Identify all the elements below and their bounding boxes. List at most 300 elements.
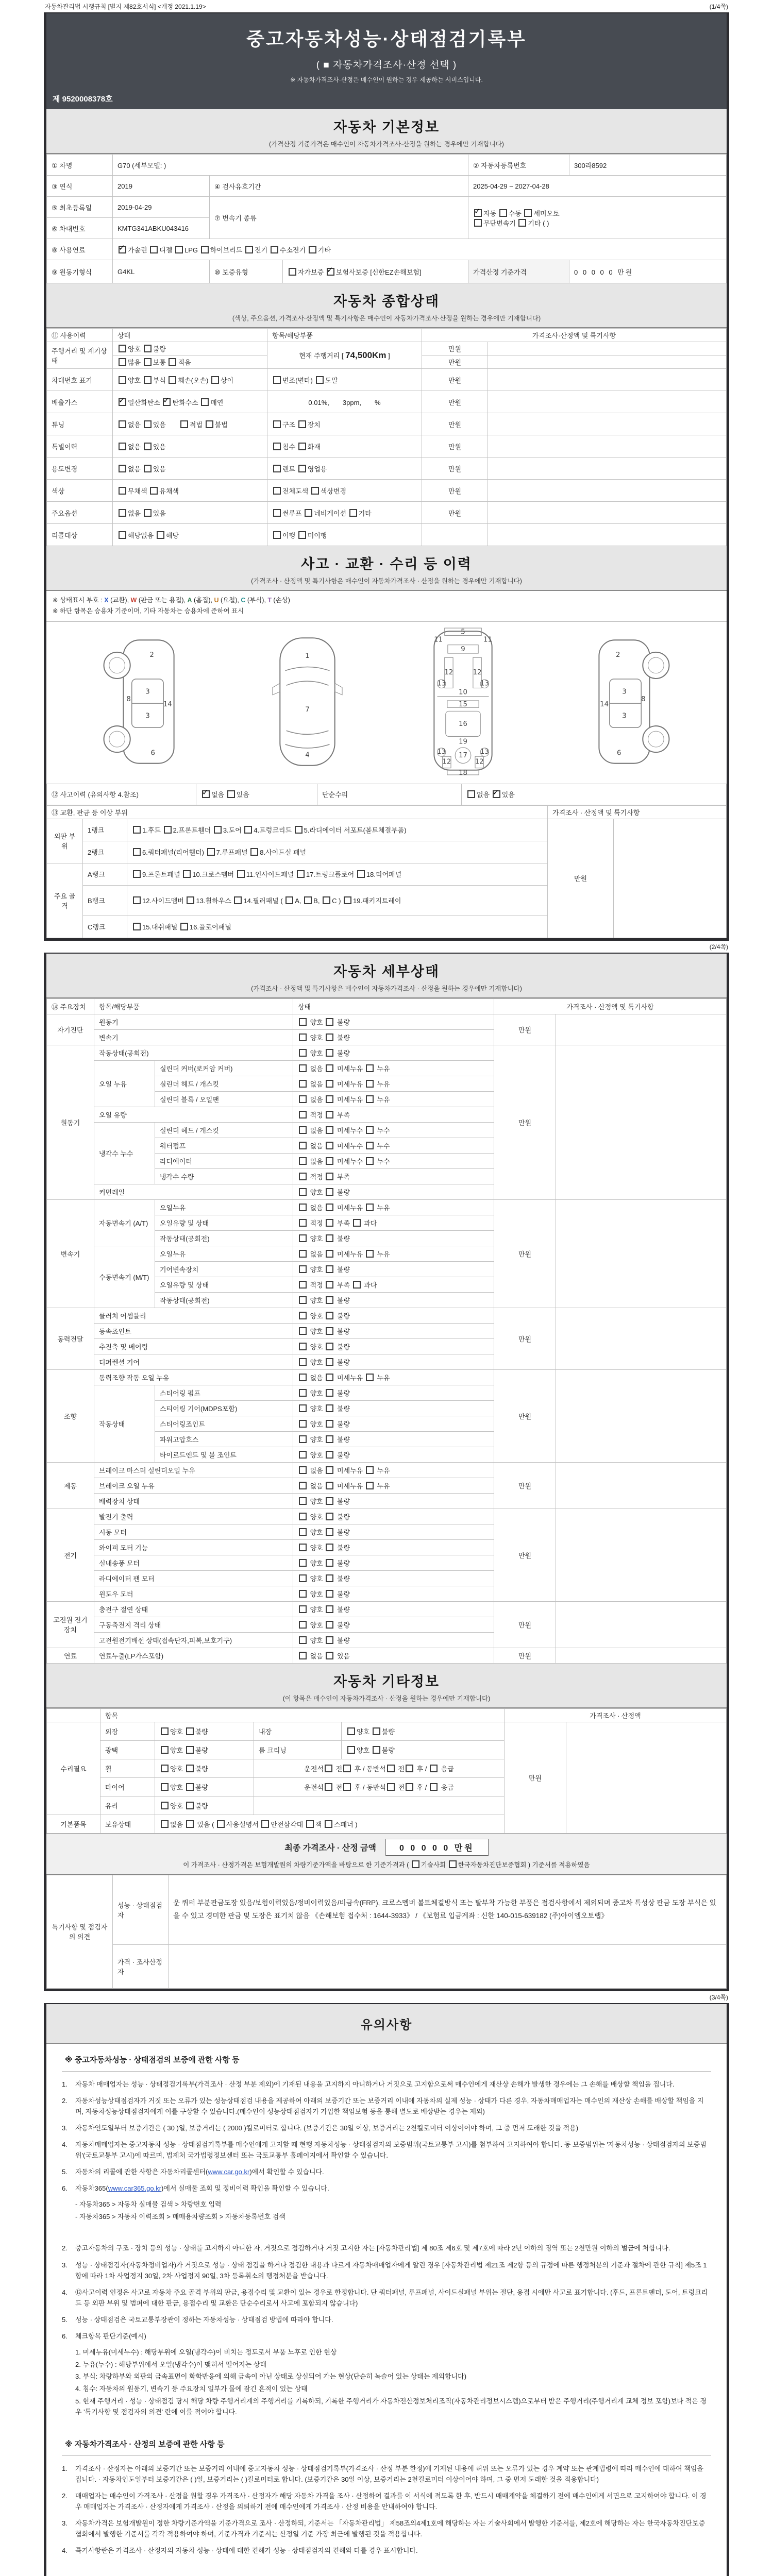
- table-row: 등속죠인트 양호 불량: [47, 1323, 727, 1338]
- checkbox[interactable]: [250, 848, 258, 856]
- checkbox[interactable]: [299, 1621, 307, 1629]
- checkbox[interactable]: [366, 1250, 374, 1258]
- checkbox[interactable]: [406, 1765, 413, 1772]
- checkbox[interactable]: [326, 1095, 333, 1103]
- table-row: 오일 유량 적정 부족: [47, 1107, 727, 1122]
- checkbox-checked[interactable]: [327, 268, 334, 276]
- checkbox-checked[interactable]: [119, 246, 126, 253]
- checkbox[interactable]: [326, 1574, 333, 1582]
- checkbox[interactable]: [299, 1049, 307, 1057]
- checkbox[interactable]: [412, 1860, 419, 1868]
- table-header-row: ⑪ 사용이력 상태 항목/해당부품 가격조사·산정액 및 특기사항: [47, 329, 727, 342]
- checkbox[interactable]: [474, 219, 482, 227]
- checkbox[interactable]: [326, 1312, 333, 1319]
- car-recall-link[interactable]: www.car.go.kr: [208, 2167, 250, 2176]
- checkbox[interactable]: [299, 1652, 307, 1659]
- table-row: 실린더 블록 / 오일팬 없음 미세누유 누유: [47, 1091, 727, 1107]
- checkbox[interactable]: [244, 826, 252, 834]
- notice-item: 4. 특기사항란은 가격조사 · 산정자의 자동차 성능 · 상태에 대한 견해가 성능 · 상태점검자의 견해와 다를 경우 표시합니다.: [62, 2546, 418, 2554]
- checkbox[interactable]: [299, 1574, 307, 1582]
- checkbox[interactable]: [366, 1374, 374, 1381]
- checkbox[interactable]: [183, 870, 191, 878]
- notice-heading: 유의사항: [46, 2004, 727, 2044]
- checkbox[interactable]: [326, 1250, 333, 1258]
- checkbox[interactable]: [326, 1157, 333, 1165]
- checkbox[interactable]: [299, 1219, 307, 1227]
- page-block-1: [44, 12, 729, 941]
- checkbox[interactable]: [430, 1783, 438, 1791]
- notice-item: 6. 체크항목 판단기준(예시): [62, 2332, 146, 2340]
- table-row: 변속기 양호 불량: [47, 1029, 727, 1045]
- table-row: ⑫ 사고이력 (유의사항 4.참조) ✓ 없음 있음 단순수리 없음 ✓있음: [47, 784, 727, 805]
- diagram-number: 17: [459, 751, 468, 759]
- checkbox[interactable]: [144, 465, 152, 472]
- checkbox[interactable]: [161, 1783, 169, 1791]
- diagram-number: 6: [616, 749, 621, 757]
- section-detail-status: [46, 954, 727, 1664]
- table-row: 가격 · 조사산정자: [47, 1944, 727, 1988]
- checkbox[interactable]: [119, 443, 126, 450]
- checkbox[interactable]: [449, 1860, 457, 1868]
- checkbox[interactable]: [326, 1204, 333, 1211]
- checkbox[interactable]: [186, 1820, 194, 1828]
- diagram-number: 13: [437, 748, 446, 756]
- checkbox[interactable]: [119, 376, 126, 384]
- checkbox[interactable]: [326, 1513, 333, 1520]
- checkbox[interactable]: [217, 1820, 225, 1828]
- checkbox[interactable]: [150, 487, 158, 495]
- car-diagram-side-view: [577, 633, 672, 771]
- notice-item: 5. 자동차의 리콜에 관한 사항은 자동차리콜센터(www.car.go.kr)에서 확인할 수 있습니다.: [62, 2167, 324, 2176]
- checkbox[interactable]: [326, 1605, 333, 1613]
- checkbox[interactable]: [357, 870, 365, 878]
- diagram-number: 12: [444, 668, 453, 676]
- diagram-number: 2: [149, 651, 155, 659]
- checkbox[interactable]: [326, 1404, 333, 1412]
- checkbox[interactable]: [299, 1080, 307, 1088]
- checkbox[interactable]: [299, 1126, 307, 1134]
- checkbox[interactable]: [186, 1727, 194, 1735]
- checkbox[interactable]: [119, 487, 126, 495]
- checkbox[interactable]: [326, 1451, 333, 1459]
- checkbox[interactable]: [326, 1234, 333, 1242]
- checkbox[interactable]: [161, 1820, 169, 1828]
- checkbox[interactable]: [326, 1466, 333, 1474]
- notice-item: 3. 자동차인도일부터 보증기간은 ( 30 )일, 보증거리는 ( 2000 )킬로미터로 합니다. (보증기간은 30일 이상, 보증거리는 2천킬로미터 이상이어야 하며, 그 중 먼저 도래한 것을 적용): [62, 2124, 579, 2132]
- checkbox[interactable]: [299, 1559, 307, 1567]
- checkbox[interactable]: [299, 1204, 307, 1211]
- checkbox[interactable]: [273, 531, 281, 539]
- table-row: 워터펌프 없음 미세누수 누수: [47, 1138, 727, 1153]
- checkbox[interactable]: [299, 1265, 307, 1273]
- checkbox[interactable]: [326, 1497, 333, 1505]
- document-body: [44, 12, 729, 2576]
- table-header-row: ⑭ 주요장치 항목/해당부품 상태 가격조사 · 산정액 및 특기사항: [47, 998, 727, 1014]
- checkbox[interactable]: [467, 790, 475, 798]
- checkbox[interactable]: [326, 1265, 333, 1273]
- checkbox[interactable]: [366, 1080, 374, 1088]
- checkbox[interactable]: [273, 420, 281, 428]
- checkbox[interactable]: [299, 1451, 307, 1459]
- diagram-number: 5: [461, 628, 465, 636]
- checkbox[interactable]: [326, 1126, 333, 1134]
- table-row: 외판 부위 1랭크 1.후드 2.프론트휀더 3.도어 4.트렁크리드 5.라디에이터 서포트(볼트체결부품) 만원: [47, 819, 727, 841]
- checkbox[interactable]: [299, 1590, 307, 1598]
- checkbox[interactable]: [323, 896, 330, 904]
- checkbox[interactable]: [518, 219, 526, 227]
- checkbox[interactable]: [299, 1435, 307, 1443]
- table-row: ⑧ 사용연료 ✓ 가솔린 디젤 LPG 하이브리드 전기 수소전기 기타: [47, 239, 727, 260]
- checkbox[interactable]: [187, 896, 194, 904]
- checkbox[interactable]: [326, 1033, 333, 1041]
- checkbox[interactable]: [326, 1636, 333, 1644]
- checkbox[interactable]: [299, 1111, 307, 1118]
- checkbox[interactable]: [387, 1783, 395, 1791]
- diagram-number: 3: [145, 712, 150, 720]
- checkbox[interactable]: [373, 1746, 380, 1754]
- checkbox[interactable]: [298, 420, 306, 428]
- checkbox[interactable]: [326, 1435, 333, 1443]
- accident-summary-table: [46, 784, 727, 805]
- checkbox[interactable]: [326, 1544, 333, 1551]
- checkbox[interactable]: [150, 246, 158, 253]
- diagram-number: 16: [459, 720, 468, 728]
- notice-item: 2. 매매업자는 매수인이 가격조사 · 산정을 원할 경우 가격조사 · 산정자가 해당 자동차 가격을 조사 · 산정하여 결과를 이 서식에 적도록 한 후, 반드시 매매계약을 체결하기 전에 매수인에게 서면으로 고지하여야 합니다. 이 경우 매매업자는 가격조사 · 산정자에게 가격조사 · 산정을 의뢰하기 전에 매수인에게 가격조사 · 산정 비용을 안내하여야 합니다.: [62, 2492, 707, 2511]
- checkbox[interactable]: [237, 870, 245, 878]
- checkbox[interactable]: [295, 826, 303, 834]
- checkbox[interactable]: [234, 896, 242, 904]
- table-row: ① 차명 G70 (세부모델: ) ② 자동차등록번호 300라8592: [47, 155, 727, 176]
- table-row: 오일 누유 실린더 커버(로커암 커버) 없음 미세누유 누유: [47, 1060, 727, 1076]
- checkbox[interactable]: [347, 1727, 355, 1735]
- table-row: 추진축 및 베어링 양호 불량: [47, 1338, 727, 1354]
- checkbox[interactable]: [144, 509, 152, 517]
- checkbox[interactable]: [344, 896, 351, 904]
- checkbox[interactable]: [297, 870, 305, 878]
- checkbox[interactable]: [133, 870, 141, 878]
- diagram-number: 13: [480, 679, 490, 687]
- checkbox[interactable]: [430, 1765, 438, 1772]
- checkbox[interactable]: [144, 345, 152, 352]
- checkbox[interactable]: [316, 376, 324, 384]
- diagram-number: 14: [599, 700, 609, 708]
- checkbox[interactable]: [245, 246, 253, 253]
- diagram-number: 12: [473, 668, 482, 676]
- table-row: 타이어 양호 불량 운전석 전 후 / 동반석 전 후 / 응급: [47, 1777, 727, 1796]
- checkbox[interactable]: [298, 443, 306, 450]
- appraiser-opinion-text: [169, 1944, 727, 1988]
- checkbox[interactable]: [201, 246, 209, 253]
- checkbox[interactable]: [299, 1636, 307, 1644]
- checkbox[interactable]: [325, 1820, 332, 1828]
- notice-item: 5. 성능 · 상태점검은 국토교통부장관이 정하는 자동차성능 · 상태점검 방법에 따라야 합니다.: [62, 2315, 333, 2324]
- checkbox[interactable]: [366, 1157, 374, 1165]
- page-block-3: [44, 2003, 729, 2576]
- checkbox[interactable]: [157, 531, 164, 539]
- checkbox[interactable]: [299, 1544, 307, 1551]
- checkbox[interactable]: [207, 848, 215, 856]
- checkbox[interactable]: [299, 1234, 307, 1242]
- checkbox[interactable]: [299, 1528, 307, 1536]
- checkbox[interactable]: [326, 1173, 333, 1180]
- table-row: 브레이크 오일 누유 없음 미세누유 누유: [47, 1478, 727, 1493]
- table-row: 광택 양호 불량 룸 크리닝 양호 불량: [47, 1740, 727, 1759]
- checkbox[interactable]: [366, 1095, 374, 1103]
- checkbox[interactable]: [299, 1033, 307, 1041]
- document-subtitle: ( ■ 자동차가격조사·산정 선택 ): [316, 60, 457, 71]
- checkbox[interactable]: [299, 1420, 307, 1428]
- checkbox[interactable]: [309, 246, 316, 253]
- checkbox[interactable]: [349, 509, 357, 517]
- checkbox[interactable]: [406, 1783, 413, 1791]
- diagram-number: 12: [475, 757, 484, 766]
- checkbox[interactable]: [299, 1064, 307, 1072]
- table-row: 냉각수 누수 실린더 헤드 / 개스킷 없음 미세누수 누수: [47, 1122, 727, 1138]
- checkbox[interactable]: [285, 896, 293, 904]
- checkbox[interactable]: [206, 420, 213, 428]
- checkbox[interactable]: [325, 1765, 332, 1772]
- basic-info-table: [46, 154, 727, 283]
- checkbox[interactable]: [299, 1374, 307, 1381]
- checkbox[interactable]: [119, 420, 126, 428]
- etc-heading: 자동차 기타정보: [333, 1673, 440, 1689]
- checkbox[interactable]: [119, 465, 126, 472]
- checkbox[interactable]: [161, 1727, 169, 1735]
- overall-subnote: (색상, 주요옵션, 가격조사·산정액 및 특기사항은 매수인이 자동차가격조사·산정을 원하는 경우에만 기재합니다): [232, 315, 541, 322]
- checkbox[interactable]: [227, 790, 235, 798]
- checkbox[interactable]: [133, 848, 141, 856]
- checkbox[interactable]: [289, 268, 296, 276]
- table-row: 주요 골격 A랭크 9.프론트패널 10.크로스멤버 11.인사이드패널 17.트렁크플로어 18.리어패널: [47, 863, 727, 885]
- checkbox[interactable]: [524, 209, 532, 217]
- table-row: 기본품목 보유상태 없음 있음 ( 사용설명서 안전삼각대 잭 스패너 ): [47, 1815, 727, 1833]
- checkbox[interactable]: [273, 376, 281, 384]
- checkbox[interactable]: [326, 1080, 333, 1088]
- checkbox[interactable]: [119, 345, 126, 352]
- document-topline: [44, 0, 729, 12]
- checkbox[interactable]: [353, 1281, 361, 1289]
- checkbox[interactable]: [299, 1389, 307, 1397]
- section-etc-info: [46, 1664, 727, 1834]
- checkbox[interactable]: [326, 1142, 333, 1149]
- checkbox[interactable]: [299, 1188, 307, 1196]
- table-row: 기어변속장치 양호 불량: [47, 1261, 727, 1277]
- checkbox[interactable]: [299, 1513, 307, 1520]
- checkbox[interactable]: [273, 465, 281, 472]
- checkbox[interactable]: [299, 1482, 307, 1489]
- checkbox[interactable]: [299, 1095, 307, 1103]
- checkbox[interactable]: [119, 531, 126, 539]
- checkbox[interactable]: [144, 443, 152, 450]
- checkbox[interactable]: [304, 896, 312, 904]
- table-row: 특기사항 및 점검자의 의견 성능 · 상태점검자 운 쿼터 부분판금도장 있음/보험이력있음/정비이력있음/비금속(FRP), 크로스멤버 볼트체결방식 또는 탈부착 가능한 부품은 점검사항에서 제외되며 중고차 특성상 판금 도장 부식은 있을 수 있고 경미한 판금 및 도장은 표기치 않음 《손해보험 접수처 : 1644-3933》 / 《보험료 입금계좌 : 신한 140-015-639182 (주)아이엠오토랩》: [47, 1875, 727, 1944]
- table-row: 고전원전기배선 상태(접속단자,피복,보호기구) 양호 불량: [47, 1632, 727, 1648]
- checkbox[interactable]: [299, 1327, 307, 1335]
- checkbox[interactable]: [186, 1783, 194, 1791]
- checkbox-checked[interactable]: [163, 398, 171, 406]
- car365-link[interactable]: www.car365.go.kr: [108, 2184, 162, 2192]
- checkbox[interactable]: [326, 1590, 333, 1598]
- checkbox[interactable]: [161, 1802, 169, 1809]
- checkbox[interactable]: [169, 376, 176, 384]
- table-row: 스티어링조인트 양호 불량: [47, 1416, 727, 1431]
- checkbox[interactable]: [326, 1018, 333, 1026]
- checkbox-checked[interactable]: [119, 398, 126, 406]
- checkbox[interactable]: [326, 1281, 333, 1289]
- checkbox[interactable]: [299, 1018, 307, 1026]
- status-code-legend: ※ 상태표시 부호 : X (교환), W (판금 또는 용접), A (흠집), U (요철), C (부식), T (손상) ※ 하단 항목은 승용차 기준이며, 기타 자동차는 승용차에 준하여 표시: [46, 591, 727, 622]
- checkbox[interactable]: [387, 1765, 395, 1772]
- checkbox[interactable]: [299, 1157, 307, 1165]
- checkbox[interactable]: [299, 1296, 307, 1304]
- accident-heading: 사고 · 교환 · 수리 등 이력: [301, 556, 472, 572]
- table-row: ⑨ 원동기형식 G4KL ⑩ 보증유형 자가보증 ✓보험사보증 [신한EZ손해보험] 가격산정 기준가격 0 0 0 0 0 만원: [47, 260, 727, 283]
- table-row: 윈도우 모터 양호 불량: [47, 1586, 727, 1601]
- checkbox[interactable]: [325, 1783, 332, 1791]
- checkbox[interactable]: [214, 826, 222, 834]
- checkbox[interactable]: [305, 509, 312, 517]
- checkbox[interactable]: [326, 1482, 333, 1489]
- checkbox[interactable]: [353, 1219, 361, 1227]
- checkbox[interactable]: [326, 1327, 333, 1335]
- checkbox[interactable]: [298, 531, 306, 539]
- checkbox[interactable]: [326, 1343, 333, 1350]
- checkbox[interactable]: [326, 1111, 333, 1118]
- table-header-row: ⑬ 교환, 판금 등 이상 부위 가격조사 · 산정액 및 특기사항: [47, 805, 727, 819]
- checkbox[interactable]: [299, 1605, 307, 1613]
- checkbox[interactable]: [326, 1621, 333, 1629]
- table-row: 실내송풍 모터 양호 불량: [47, 1555, 727, 1570]
- checkbox[interactable]: [119, 509, 126, 517]
- checkbox[interactable]: [133, 826, 141, 834]
- checkbox[interactable]: [144, 358, 152, 366]
- checkbox[interactable]: [273, 509, 281, 517]
- checkbox[interactable]: [299, 1173, 307, 1180]
- checkbox[interactable]: [273, 443, 281, 450]
- checkbox[interactable]: [164, 826, 172, 834]
- final-price-label: 최종 가격조사 · 산정 금액: [284, 1843, 377, 1853]
- checkbox[interactable]: [144, 376, 152, 384]
- checkbox-checked[interactable]: [474, 209, 482, 217]
- checkbox-checked[interactable]: [202, 790, 210, 798]
- table-row: 변속기 자동변속기 (A/T) 오일누유 없음 미세누유 누유 만원: [47, 1199, 727, 1215]
- checkbox[interactable]: [299, 1404, 307, 1412]
- table-row: 특별이력 없음 있음 침수 화재 만원: [47, 435, 727, 457]
- checkbox[interactable]: [299, 1281, 307, 1289]
- checkbox[interactable]: [343, 1765, 351, 1772]
- checkbox[interactable]: [299, 1343, 307, 1350]
- diagram-number: 3: [622, 688, 627, 696]
- table-row: 주행거리 및 계기상태 양호 불량 현재 주행거리 [ 74,500Km ] 만원: [47, 342, 727, 355]
- table-row: 파워고압호스 양호 불량: [47, 1431, 727, 1447]
- checkbox[interactable]: [169, 358, 176, 366]
- checkbox[interactable]: [326, 1420, 333, 1428]
- checkbox[interactable]: [366, 1482, 374, 1489]
- checkbox[interactable]: [133, 923, 141, 930]
- checkbox[interactable]: [326, 1064, 333, 1072]
- checkbox[interactable]: [271, 246, 278, 253]
- checkbox[interactable]: [326, 1219, 333, 1227]
- table-row: 오일유량 및 상태 적정 부족 과다: [47, 1277, 727, 1292]
- table-row: 구동축전지 격리 상태 양호 불량: [47, 1617, 727, 1632]
- table-row: 작동상태(공회전) 양호 불량: [47, 1230, 727, 1246]
- checkbox[interactable]: [366, 1064, 374, 1072]
- checkbox[interactable]: [311, 487, 319, 495]
- etc-info-table: [46, 1708, 727, 1834]
- checkbox[interactable]: [144, 420, 152, 428]
- table-row: 와이퍼 모터 기능 양호 불량: [47, 1539, 727, 1555]
- table-header-row: 항목 가격조사 · 산정액: [47, 1708, 727, 1722]
- table-row: ③ 연식 2019 ④ 검사유효기간 2025-04-29 ~ 2027-04-28: [47, 176, 727, 197]
- car-diagram-top-view: [265, 633, 350, 771]
- checkbox[interactable]: [343, 1783, 351, 1791]
- checkbox[interactable]: [186, 1802, 194, 1809]
- checkbox[interactable]: [186, 1746, 194, 1754]
- checkbox[interactable]: [326, 1652, 333, 1659]
- checkbox[interactable]: [299, 1497, 307, 1505]
- checkbox[interactable]: [133, 896, 141, 904]
- checkbox[interactable]: [366, 1204, 374, 1211]
- checkbox[interactable]: [326, 1188, 333, 1196]
- checkbox[interactable]: [298, 465, 306, 472]
- checkbox[interactable]: [299, 1466, 307, 1474]
- checkbox[interactable]: [211, 376, 219, 384]
- section-overall-status: [46, 283, 727, 546]
- table-row: 작동상태 스티어링 펌프 양호 불량: [47, 1385, 727, 1400]
- checkbox[interactable]: [326, 1049, 333, 1057]
- inspector-opinion-text: 운 쿼터 부분판금도장 있음/보험이력있음/정비이력있음/비금속(FRP), 크로스멤버 볼트체결방식 또는 탈부착 가능한 부품은 점검사항에서 제외되며 중고차 특성상 판금 도장 부식은 있을 수 있고 경미한 판금 및 도장은 표기치 않음 《손해보험 접수처 : 1644-3933》 / 《보험료 입금계좌 : 신한 140-015-639182 (주)아이엠오토랩》: [169, 1875, 727, 1944]
- document-title-note: ※ 자동차가격조사·산정은 매수인이 원하는 경우 제공하는 서비스입니다.: [290, 76, 483, 83]
- table-row: 타이로드엔드 및 볼 조인트 양호 불량: [47, 1447, 727, 1462]
- checkbox[interactable]: [326, 1389, 333, 1397]
- detail-status-table: [46, 998, 727, 1664]
- checkbox[interactable]: [180, 923, 188, 930]
- checkbox[interactable]: [161, 1746, 169, 1754]
- checkbox[interactable]: [175, 246, 183, 253]
- checkbox[interactable]: [299, 1312, 307, 1319]
- checkbox[interactable]: [201, 398, 209, 406]
- table-row: 수리필요 외장 양호 불량 내장 양호 불량 만원: [47, 1722, 727, 1740]
- checkbox[interactable]: [180, 420, 188, 428]
- checkbox[interactable]: [186, 1765, 194, 1772]
- checkbox[interactable]: [161, 1765, 169, 1772]
- final-price-section: [46, 1834, 727, 1875]
- checkbox[interactable]: [299, 1142, 307, 1149]
- checkbox[interactable]: [326, 1528, 333, 1536]
- checkbox-checked[interactable]: [493, 790, 500, 798]
- checkbox[interactable]: [326, 1296, 333, 1304]
- checkbox[interactable]: [306, 1820, 314, 1828]
- checkbox[interactable]: [299, 1358, 307, 1366]
- checkbox[interactable]: [119, 358, 126, 366]
- checkbox[interactable]: [373, 1727, 380, 1735]
- checkbox[interactable]: [261, 1820, 269, 1828]
- checkbox[interactable]: [366, 1142, 374, 1149]
- checkbox[interactable]: [299, 1250, 307, 1258]
- checkbox[interactable]: [273, 487, 281, 495]
- checkbox[interactable]: [499, 209, 507, 217]
- basic-heading: 자동차 기본정보: [333, 120, 440, 135]
- checkbox[interactable]: [366, 1466, 374, 1474]
- table-row: 동력전달 클러치 어셈블리 양호 불량 만원: [47, 1308, 727, 1323]
- checkbox[interactable]: [326, 1559, 333, 1567]
- checkbox[interactable]: [326, 1358, 333, 1366]
- checkbox[interactable]: [366, 1126, 374, 1134]
- notice-bullet: - 자동차365 > 자동차 이력조회 > 매매용차량조회 > 자동차등록번호 검색: [75, 2212, 285, 2221]
- checkbox[interactable]: [326, 1374, 333, 1381]
- form-reference: 자동차관리법 시행규칙 [별지 제82호서식] <개정 2021.1.19>: [45, 3, 206, 10]
- checkbox[interactable]: [347, 1746, 355, 1754]
